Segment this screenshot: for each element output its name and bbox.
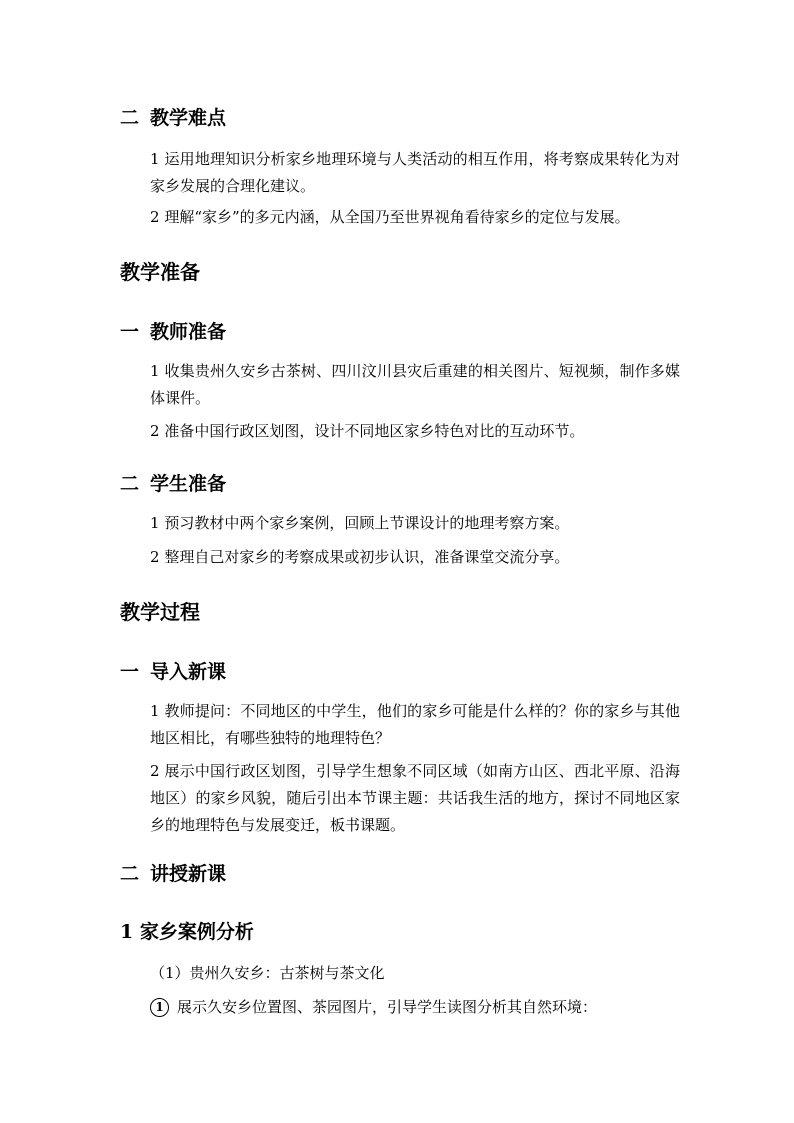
item-number: 1 — [150, 150, 160, 168]
heading-case-analysis — [120, 918, 680, 946]
heading-introduction — [120, 658, 680, 686]
paragraph-teacher-2 — [120, 418, 680, 445]
paragraph-intro-1 — [120, 698, 680, 752]
item-number: 1 — [150, 514, 160, 532]
paragraph-difficulty-2 — [120, 204, 680, 231]
section-number: 二 — [120, 863, 140, 885]
section-title: 讲授新课 — [150, 863, 227, 885]
item-number: 2 — [150, 548, 160, 566]
step-text: 展示久安乡位置图、茶园图片，引导学生读图分析其自然环境： — [177, 998, 598, 1016]
circled-number-1-icon: 1 — [150, 998, 169, 1017]
item-number: 1 — [150, 702, 160, 720]
section-title: 导入新课 — [150, 661, 227, 683]
paragraph-difficulty-1 — [120, 146, 680, 200]
item-number: 2 — [150, 422, 160, 440]
section-number: 一 — [120, 661, 140, 683]
item-text: 收集贵州久安乡古茶树、四川汶川县灾后重建的相关图片、短视频，制作多媒体课件。 — [150, 362, 680, 407]
section-title: 教学难点 — [150, 107, 227, 129]
section-number: 二 — [120, 473, 140, 495]
item-number: 1 — [150, 362, 160, 380]
case-subtitle: （1）贵州久安乡：古茶树与茶文化 — [150, 964, 385, 982]
heading-student-preparation — [120, 470, 680, 498]
section-number: 1 — [120, 921, 134, 943]
item-text: 教师提问：不同地区的中学生，他们的家乡可能是什么样的？你的家乡与其他地区相比，有哪些独特的地理特色？ — [150, 702, 680, 747]
heading-teaching-process: 教学过程 — [120, 600, 200, 624]
section-number: 一 — [120, 321, 140, 343]
item-text: 运用地理知识分析家乡地理环境与人类活动的相互作用，将考察成果转化为对家乡发展的合理化建议。 — [150, 150, 680, 195]
item-text: 准备中国行政区划图，设计不同地区家乡特色对比的互动环节。 — [164, 422, 585, 440]
section-title: 家乡案例分析 — [139, 921, 254, 943]
item-number: 2 — [150, 208, 160, 226]
heading-teaching-preparation: 教学准备 — [120, 260, 200, 284]
paragraph-teacher-1 — [120, 358, 680, 412]
item-text: 展示中国行政区划图，引导学生想象不同区域（如南方山区、西北平原、沿海地区）的家乡风貌，随后引出本节课主题：共话我生活的地方，探讨不同地区家乡的地理特色与发展变迁，板书课题。 — [150, 762, 680, 834]
heading-teaching-difficulty — [120, 104, 680, 132]
item-number: 2 — [150, 762, 160, 780]
item-text: 整理自己对家乡的考察成果或初步认识，准备课堂交流分享。 — [164, 548, 570, 566]
heading-new-lesson — [120, 860, 680, 888]
paragraph-case-step-1 — [120, 994, 680, 1021]
heading-teacher-preparation — [120, 318, 680, 346]
paragraph-student-1 — [120, 510, 680, 537]
section-title: 教师准备 — [150, 321, 227, 343]
paragraph-intro-2 — [120, 758, 680, 839]
paragraph-student-2 — [120, 544, 680, 571]
item-text: 预习教材中两个家乡案例，回顾上节课设计的地理考察方案。 — [164, 514, 570, 532]
section-number: 二 — [120, 107, 140, 129]
item-text: 理解“家乡”的多元内涵，从全国乃至世界视角看待家乡的定位与发展。 — [164, 208, 630, 226]
section-title: 学生准备 — [150, 473, 227, 495]
paragraph-case-subtitle — [120, 960, 680, 987]
